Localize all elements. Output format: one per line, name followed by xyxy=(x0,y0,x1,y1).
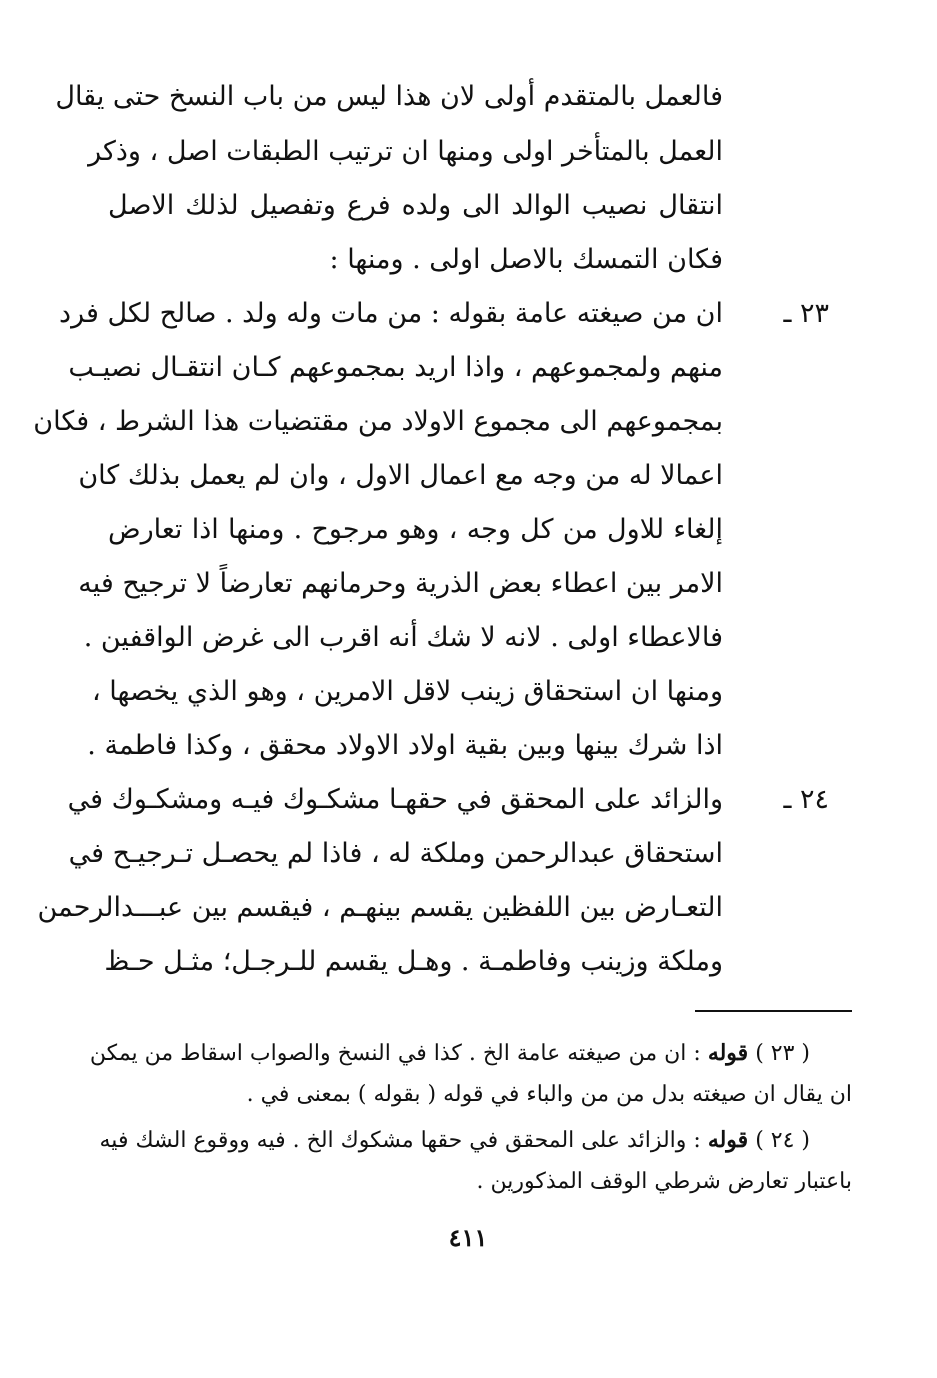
page-number: ٤١١ xyxy=(448,1223,488,1252)
body-line: اعمالا له من وجه مع اعمال الاول ، وان لم يعمل بذلك كان xyxy=(78,460,723,491)
body-line: فكان التمسك بالاصل اولى . ومنها : xyxy=(329,244,723,275)
body-line: وملكة وزينب وفاطمـة . وهـل يقسم للـرجـل؛ مثـل حـظ xyxy=(104,946,723,977)
footnote-23-continuation: ان يقال ان صيغته بدل من من والباء في قوله ( بقوله ) بمعنى في . xyxy=(246,1082,852,1107)
footnote-separator xyxy=(695,1010,852,1012)
footnote-23-line xyxy=(89,1036,810,1070)
footnote-24-line xyxy=(99,1123,810,1157)
body-line: ومنها ان استحقاق زينب لاقل الامرين ، وهو الذي يخصها ، xyxy=(91,676,723,707)
footnote-text: : والزائد على المحقق في حقها مشكوك الخ . فيه ووقوع الشك فيه xyxy=(99,1128,701,1153)
item-number-24: ٢٤ ـ xyxy=(783,784,829,815)
body-line: إلغاء للاول من كل وجه ، وهو مرجوح . ومنها اذا تعارض xyxy=(108,514,723,545)
footnote-text: : ان من صيغته عامة الخ . كذا في النسخ والصواب اسقاط من يمكن xyxy=(89,1041,701,1066)
footnote-24-continuation: باعتبار تعارض شرطي الوقف المذكورين . xyxy=(476,1169,852,1194)
body-line: الامر بين اعطاء بعض الذرية وحرمانهم تعارضاً لا ترجيح فيه xyxy=(78,568,723,599)
footnote-label: قوله xyxy=(707,1127,749,1153)
body-line: انتقال نصيب الوالد الى ولده فرع وتفصيل لذلك الاصل xyxy=(108,190,723,221)
body-line: اذا شرك بينها وبين بقية اولاد الاولاد محقق ، وكذا فاطمة . xyxy=(87,730,723,761)
footnote-number: ( ٢٤ ) xyxy=(755,1128,810,1153)
body-line: استحقاق عبدالرحمن وملكة له ، فاذا لم يحصـل تـرجيـح في xyxy=(68,838,723,869)
body-line: فالعمل بالمتقدم أولى لان هذا ليس من باب النسخ حتى يقال xyxy=(55,81,723,112)
body-line: بمجموعهم الى مجموع الاولاد من مقتضيات هذا الشرط ، فكان xyxy=(33,406,723,437)
body-line: ان من صيغته عامة بقوله : من مات وله ولد . صالح لكل فرد xyxy=(59,298,723,329)
body-line: العمل بالمتأخر اولى ومنها ان ترتيب الطبقات اصل ، وذكر xyxy=(88,136,723,167)
footnote-number: ( ٢٣ ) xyxy=(755,1041,810,1066)
body-line: والزائد على المحقق في حقهـا مشكـوك فيـه ومشكـوك في xyxy=(67,784,723,815)
body-line: التعـارض بين اللفظين يقسم بينهـم ، فيقسم بين عبـــدالرحمن xyxy=(37,892,723,923)
body-line: منهم ولمجموعهم ، واذا اريد بمجموعهم كـان انتقـال نصيـب xyxy=(68,352,723,383)
item-number-23: ٢٣ ـ xyxy=(783,298,829,329)
body-line: فالاعطاء اولى . لانه لا شك أنه اقرب الى غرض الواقفين . xyxy=(83,622,723,653)
footnote-label: قوله xyxy=(707,1040,749,1066)
